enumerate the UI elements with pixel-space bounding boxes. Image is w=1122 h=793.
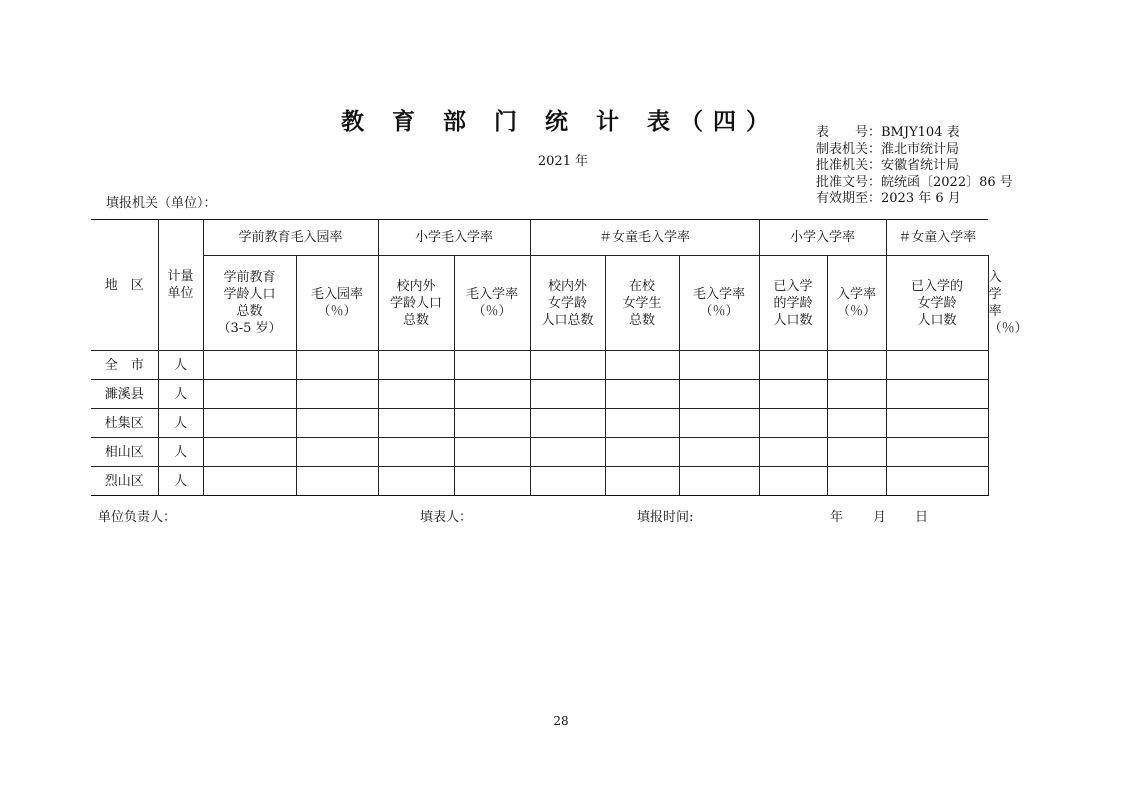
data-cell[interactable]	[679, 467, 759, 496]
date-year-label: 年	[830, 510, 844, 525]
data-cell[interactable]	[759, 409, 827, 438]
data-cell[interactable]	[886, 409, 988, 438]
data-cell[interactable]	[827, 351, 886, 380]
statistics-table: 地 区 计量 单位 学前教育毛入园率 小学毛入学率 ＃女童毛入学率 小学入学率 ＃女童入学率 学前教育 学龄人口 总数 （3-5 岁） 毛入园率 （％） 校内外 学龄人口 总数 毛入学率 （％） 校内外 女学龄 人口总数 在校 女学生 总数 毛入学率 （％） 已入学 的学龄 人口数 入学率 （％） 已入学的 女学龄 人口数 入学率 （％） 全 市 人 濉溪县 人 杜集区 人 相山区 人 烈山区 人	[91, 219, 988, 496]
data-cell[interactable]	[679, 380, 759, 409]
data-cell[interactable]	[886, 351, 988, 380]
responsible-person-label: 单位负责人：	[98, 510, 177, 525]
unit-cell: 人	[158, 380, 203, 409]
data-cell[interactable]	[296, 351, 378, 380]
table-row	[91, 438, 988, 467]
data-cell[interactable]	[679, 438, 759, 467]
header-unit: 计量 单位	[158, 220, 203, 351]
data-cell[interactable]	[454, 467, 530, 496]
group-header-girls-net: ＃女童入学率	[886, 220, 988, 256]
data-cell[interactable]	[605, 409, 679, 438]
group-header-preschool: 学前教育毛入园率	[203, 220, 378, 256]
unit-cell: 人	[158, 438, 203, 467]
report-year: 2021 年	[537, 154, 589, 169]
column-header: 毛入学率 （％）	[454, 256, 530, 351]
unit-cell: 人	[158, 467, 203, 496]
data-cell[interactable]	[605, 351, 679, 380]
data-cell[interactable]	[679, 409, 759, 438]
approving-authority: 批准机关：安徽省统计局	[816, 158, 960, 173]
data-cell[interactable]	[378, 438, 454, 467]
data-cell[interactable]	[378, 380, 454, 409]
data-cell[interactable]	[886, 438, 988, 467]
form-number: 表 号：BMJY104 表	[816, 125, 960, 140]
table-row	[91, 380, 988, 409]
column-header: 入学率 （％）	[827, 256, 886, 351]
region-cell: 全 市	[91, 351, 158, 380]
data-cell[interactable]	[454, 380, 530, 409]
data-cell[interactable]	[378, 467, 454, 496]
data-cell[interactable]	[378, 351, 454, 380]
data-cell[interactable]	[454, 438, 530, 467]
approval-document: 批准文号：皖统函〔2022〕86 号	[816, 174, 1013, 190]
data-cell[interactable]	[378, 409, 454, 438]
data-cell[interactable]	[203, 351, 296, 380]
form-filler-label: 填表人：	[420, 510, 473, 525]
fill-date-label: 填报时间:	[637, 510, 694, 525]
issuing-authority: 制表机关：淮北市统计局	[816, 141, 960, 157]
column-header: 毛入园率 （％）	[296, 256, 378, 351]
data-cell[interactable]	[530, 409, 605, 438]
data-cell[interactable]	[296, 409, 378, 438]
data-cell[interactable]	[827, 438, 886, 467]
valid-until: 有效期至：2023 年 6 月	[816, 191, 961, 206]
data-cell[interactable]	[530, 351, 605, 380]
data-cell[interactable]	[886, 467, 988, 496]
table-row	[91, 409, 988, 438]
data-cell[interactable]	[296, 380, 378, 409]
unit-cell: 人	[158, 409, 203, 438]
table-row	[91, 351, 988, 380]
column-header: 校内外 女学龄 人口总数	[530, 256, 605, 351]
group-header-girls-gross: ＃女童毛入学率	[530, 220, 759, 256]
data-cell[interactable]	[296, 438, 378, 467]
data-cell[interactable]	[759, 380, 827, 409]
data-cell[interactable]	[605, 438, 679, 467]
region-cell: 濉溪县	[91, 380, 158, 409]
group-header-primary-gross: 小学毛入学率	[378, 220, 530, 256]
column-header: 已入学 的学龄 人口数	[759, 256, 827, 351]
data-cell[interactable]	[605, 380, 679, 409]
data-cell[interactable]	[203, 380, 296, 409]
data-cell[interactable]	[454, 351, 530, 380]
page-title: 教 育 部 门 统 计 表（四）	[340, 108, 780, 135]
data-cell[interactable]	[203, 409, 296, 438]
form-metadata	[816, 125, 1013, 208]
data-cell[interactable]	[827, 380, 886, 409]
data-cell[interactable]	[454, 409, 530, 438]
data-cell[interactable]	[827, 409, 886, 438]
column-header: 毛入学率 （％）	[679, 256, 759, 351]
page-number: 28	[553, 714, 569, 728]
data-cell[interactable]	[886, 380, 988, 409]
data-cell[interactable]	[759, 467, 827, 496]
data-cell[interactable]	[530, 380, 605, 409]
data-cell[interactable]	[203, 438, 296, 467]
data-cell[interactable]	[530, 467, 605, 496]
data-cell[interactable]	[203, 467, 296, 496]
table-row	[91, 467, 988, 496]
date-month-label: 月	[873, 510, 887, 525]
column-header: 学前教育 学龄人口 总数 （3-5 岁）	[203, 256, 296, 351]
header-region: 地 区	[91, 220, 158, 351]
data-cell[interactable]	[296, 467, 378, 496]
column-header: 在校 女学生 总数	[605, 256, 679, 351]
region-cell: 杜集区	[91, 409, 158, 438]
column-header: 已入学的 女学龄 人口数	[886, 256, 988, 351]
region-cell: 烈山区	[91, 467, 158, 496]
data-cell[interactable]	[827, 467, 886, 496]
group-header-primary-net: 小学入学率	[759, 220, 886, 256]
data-cell[interactable]	[605, 467, 679, 496]
unit-cell: 人	[158, 351, 203, 380]
column-header: 校内外 学龄人口 总数	[378, 256, 454, 351]
data-cell[interactable]	[759, 438, 827, 467]
date-day-label: 日	[915, 510, 929, 525]
reporting-unit-label: 填报机关（单位）：	[106, 196, 217, 211]
data-cell[interactable]	[530, 438, 605, 467]
data-cell[interactable]	[759, 351, 827, 380]
data-cell[interactable]	[679, 351, 759, 380]
region-cell: 相山区	[91, 438, 158, 467]
